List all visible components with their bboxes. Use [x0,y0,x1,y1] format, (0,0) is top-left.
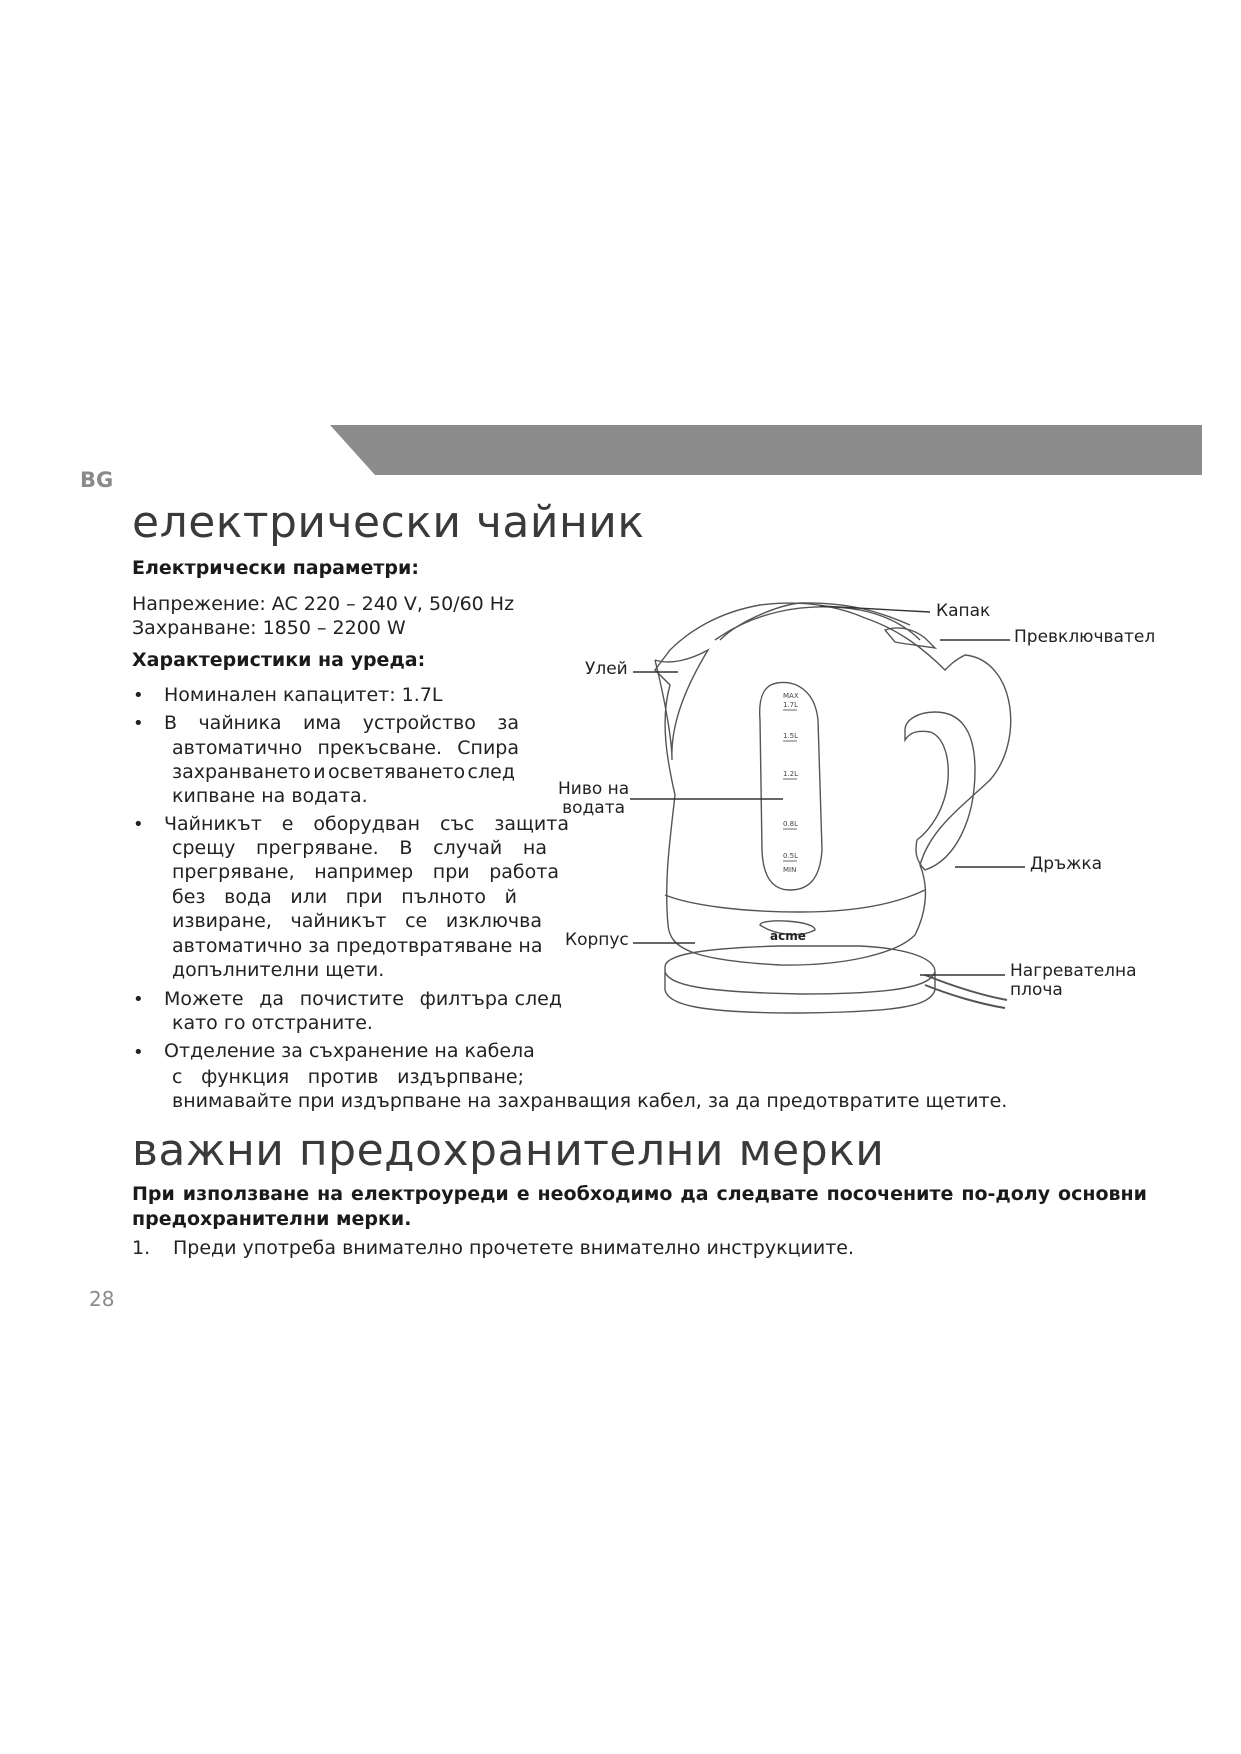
label-lid: Капак [936,601,991,621]
scale-mark-1-5: 1.5L [783,732,799,740]
feature-filter-line: Можете да почистите филтъра след [164,988,562,1010]
kettle-spout [655,650,708,760]
feature-capacity: Номинален капацитет: 1.7L [164,684,443,706]
language-tag: BG [80,468,114,492]
feature-overheat-line: допълнителни щети. [172,959,385,981]
safety-warning-line: предохранителни мерки. [132,1208,412,1230]
voltage-spec: Напрежение: AC 220 – 240 V, 50/60 Hz [132,593,515,615]
feature-overheat-line: извиране, чайникът се изключва [172,910,542,932]
feature-overheat-line: Чайникът е оборудван със защита [164,813,569,835]
kettle-switch [885,628,935,648]
bullet: • [133,989,144,1010]
feature-auto-off-line: автоматично прекъсване. Спира [172,737,519,759]
feature-cord-line: с функция против издърпване; [172,1066,524,1088]
feature-auto-off-line: кипване на водата. [172,785,368,807]
section-title-kettle: електрически чайник [132,497,645,548]
header-banner [330,425,1202,475]
feature-cord-line: Отделение за съхранение на кабела [164,1040,535,1062]
kettle-handle [905,712,975,870]
safety-item-number: 1. [132,1237,151,1259]
section-title-safety: важни предохранителни мерки [132,1125,885,1176]
power-cord [925,975,1007,1000]
label-water-level: Ниво на водата [558,779,630,818]
brand-logo: acme [770,929,806,943]
feature-auto-off-line: захранването и осветяването след [172,761,515,783]
label-handle: Дръжка [1030,854,1103,874]
bullet: • [133,685,144,706]
feature-overheat-line: автоматично за предотвратяване на [172,935,543,957]
features-heading: Характеристики на уреда: [132,649,426,671]
kettle-body [655,603,1011,965]
safety-item-text: Преди употреба внимателно прочетете внимателно инструкциите. [173,1237,855,1259]
feature-overheat-line: срещу прегряване. В случай на [172,837,547,859]
scale-mark-0-5: 0.5L [783,852,799,860]
feature-filter-line: като го отстраните. [172,1012,373,1034]
label-body: Корпус [565,930,629,950]
scale-mark-min: MIN [783,866,797,874]
label-switch: Превключвател [1014,627,1156,647]
label-heating-plate: Нагревателна плоча [1010,961,1137,1000]
scale-mark-1-7: 1.7L [783,701,799,709]
scale-mark-0-8: 0.8L [783,820,799,828]
power-spec: Захранване: 1850 – 2200 W [132,617,406,639]
kettle-lid [715,607,920,640]
feature-overheat-line: без вода или при пълното й [172,886,517,908]
leader-lid [820,606,930,612]
electrical-params-heading: Електрически параметри: [132,557,419,579]
bullet: • [133,1042,144,1063]
safety-warning-line: При използване на електроуреди е необходимо да следвате посочените по-долу основни [132,1183,1147,1205]
feature-auto-off-line: В чайника има устройство за [164,712,519,734]
scale-mark-1-2: 1.2L [783,770,799,778]
base-plate [665,946,935,1013]
page-number: 28 [89,1287,115,1311]
feature-overheat-line: прегряване, например при работа [172,861,559,883]
water-level-window [760,682,822,890]
feature-cord-line: внимавайте при издърпване на захранващия кабел, за да предотвратите щетите. [172,1090,1008,1112]
bullet: • [133,814,144,835]
bullet: • [133,713,144,734]
base-indicator [760,921,815,935]
label-spout: Улей [585,659,628,679]
scale-mark-max: MAX [783,692,799,700]
